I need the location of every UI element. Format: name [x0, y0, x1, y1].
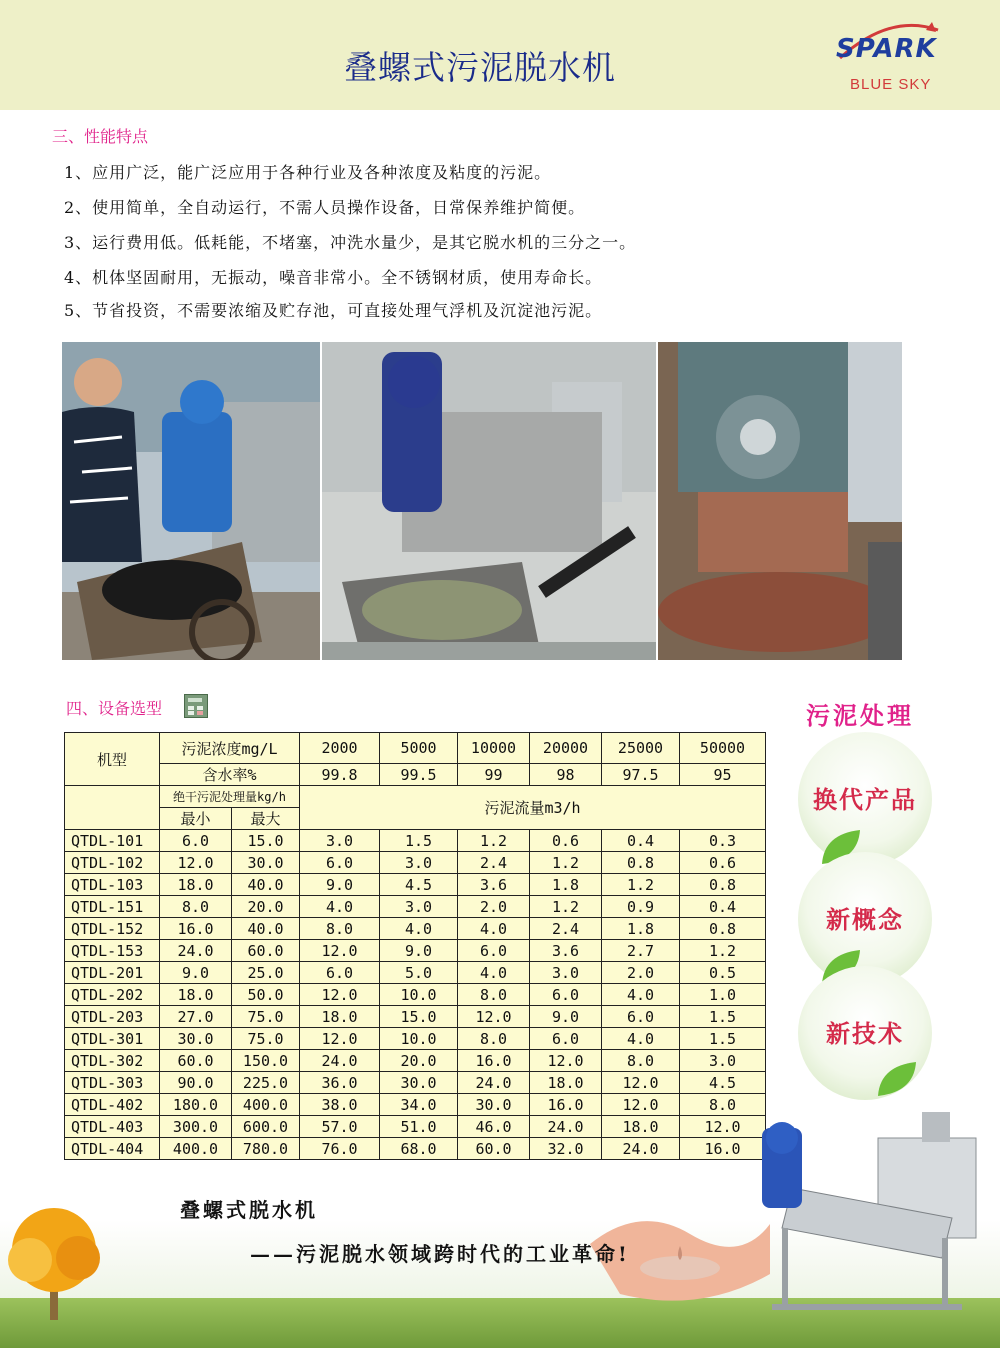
- value-cell: 300.0: [160, 1116, 232, 1138]
- value-cell: 24.0: [530, 1116, 602, 1138]
- model-cell: QTDL-153: [65, 940, 160, 962]
- value-cell: 0.9: [602, 896, 680, 918]
- value-cell: 150.0: [232, 1050, 300, 1072]
- table-header-concentration: 污泥浓度mg/L: [160, 733, 300, 764]
- model-cell: QTDL-403: [65, 1116, 160, 1138]
- leaf-icon: [874, 1060, 920, 1100]
- value-cell: 75.0: [232, 1028, 300, 1050]
- value-cell: 60.0: [160, 1050, 232, 1072]
- table-row: [65, 1072, 766, 1094]
- feature-item: 5、节省投资，不需要浓缩及贮存池，可直接处理气浮机及沉淀池污泥。: [64, 301, 603, 320]
- value-cell: 18.0: [530, 1072, 602, 1094]
- value-cell: 1.2: [530, 852, 602, 874]
- photo-brown-sludge: [658, 342, 902, 660]
- model-cell: QTDL-103: [65, 874, 160, 896]
- value-cell: 30.0: [458, 1094, 530, 1116]
- table-row: [65, 918, 766, 940]
- concentration-value: 25000: [602, 733, 680, 764]
- moisture-value: 99.5: [380, 764, 458, 786]
- value-cell: 32.0: [530, 1138, 602, 1160]
- table-row: [65, 830, 766, 852]
- model-cell: QTDL-152: [65, 918, 160, 940]
- value-cell: 4.0: [380, 918, 458, 940]
- value-cell: 0.3: [680, 830, 766, 852]
- model-cell: QTDL-404: [65, 1138, 160, 1160]
- value-cell: 4.0: [458, 918, 530, 940]
- value-cell: 8.0: [680, 1094, 766, 1116]
- table-header-min: 最小: [160, 808, 232, 830]
- value-cell: 1.5: [380, 830, 458, 852]
- value-cell: 60.0: [458, 1138, 530, 1160]
- value-cell: 18.0: [300, 1006, 380, 1028]
- value-cell: 2.0: [602, 962, 680, 984]
- machine-illustration: [752, 1108, 992, 1318]
- value-cell: 0.5: [680, 962, 766, 984]
- concentration-value: 5000: [380, 733, 458, 764]
- concentration-value: 50000: [680, 733, 766, 764]
- value-cell: 90.0: [160, 1072, 232, 1094]
- value-cell: 0.6: [680, 852, 766, 874]
- value-cell: 6.0: [300, 852, 380, 874]
- value-cell: 1.2: [680, 940, 766, 962]
- model-cell: QTDL-101: [65, 830, 160, 852]
- value-cell: 12.0: [530, 1050, 602, 1072]
- value-cell: 3.0: [530, 962, 602, 984]
- table-row: [65, 1138, 766, 1160]
- value-cell: 10.0: [380, 984, 458, 1006]
- value-cell: 16.0: [458, 1050, 530, 1072]
- value-cell: 15.0: [232, 830, 300, 852]
- model-cell: QTDL-201: [65, 962, 160, 984]
- value-cell: 12.0: [160, 852, 232, 874]
- value-cell: 9.0: [530, 1006, 602, 1028]
- value-cell: 20.0: [232, 896, 300, 918]
- photo-worker-machine: [62, 342, 320, 660]
- table-header-capacity: 绝干污泥处理量kg/h: [160, 786, 300, 808]
- value-cell: 1.2: [602, 874, 680, 896]
- value-cell: 2.4: [530, 918, 602, 940]
- value-cell: 3.0: [380, 896, 458, 918]
- value-cell: 12.0: [300, 940, 380, 962]
- value-cell: 3.0: [680, 1050, 766, 1072]
- table-header-flow: 污泥流量m3/h: [300, 786, 766, 830]
- feature-item: 3、运行费用低。低耗能，不堵塞，冲洗水量少，是其它脱水机的三分之一。: [64, 233, 637, 252]
- selection-heading: 四、设备选型: [66, 699, 163, 718]
- value-cell: 0.8: [680, 918, 766, 940]
- value-cell: 1.0: [680, 984, 766, 1006]
- value-cell: 0.4: [602, 830, 680, 852]
- value-cell: 8.0: [458, 984, 530, 1006]
- concentration-value: 2000: [300, 733, 380, 764]
- value-cell: 8.0: [602, 1050, 680, 1072]
- value-cell: 4.5: [380, 874, 458, 896]
- value-cell: 18.0: [160, 874, 232, 896]
- value-cell: 5.0: [380, 962, 458, 984]
- value-cell: 76.0: [300, 1138, 380, 1160]
- value-cell: 6.0: [160, 830, 232, 852]
- value-cell: 51.0: [380, 1116, 458, 1138]
- value-cell: 6.0: [602, 1006, 680, 1028]
- table-row: [65, 896, 766, 918]
- value-cell: 2.7: [602, 940, 680, 962]
- slogan-title: 叠螺式脱水机: [180, 1198, 318, 1222]
- header-band: [0, 0, 1000, 110]
- value-cell: 12.0: [458, 1006, 530, 1028]
- value-cell: 30.0: [380, 1072, 458, 1094]
- value-cell: 68.0: [380, 1138, 458, 1160]
- brand-logo: [836, 28, 946, 98]
- value-cell: 1.8: [602, 918, 680, 940]
- model-cell: QTDL-102: [65, 852, 160, 874]
- feature-item: 1、应用广泛，能广泛应用于各种行业及各种浓度及粘度的污泥。: [64, 163, 552, 182]
- table-row: [65, 874, 766, 896]
- value-cell: 60.0: [232, 940, 300, 962]
- value-cell: 24.0: [300, 1050, 380, 1072]
- side-title: 污泥处理: [806, 701, 914, 730]
- table-row: [65, 1028, 766, 1050]
- value-cell: 8.0: [160, 896, 232, 918]
- bubble-label: 新概念: [826, 905, 904, 934]
- table-row: [65, 962, 766, 984]
- value-cell: 6.0: [458, 940, 530, 962]
- value-cell: 30.0: [232, 852, 300, 874]
- value-cell: 24.0: [160, 940, 232, 962]
- model-cell: QTDL-303: [65, 1072, 160, 1094]
- value-cell: 24.0: [602, 1138, 680, 1160]
- model-cell: QTDL-202: [65, 984, 160, 1006]
- value-cell: 1.5: [680, 1006, 766, 1028]
- value-cell: 38.0: [300, 1094, 380, 1116]
- value-cell: 1.8: [530, 874, 602, 896]
- value-cell: 6.0: [530, 984, 602, 1006]
- value-cell: 4.0: [458, 962, 530, 984]
- tree-illustration: [0, 1200, 110, 1320]
- feature-item: 4、机体坚固耐用，无振动，噪音非常小。全不锈钢材质，使用寿命长。: [64, 268, 603, 287]
- moisture-value: 99: [458, 764, 530, 786]
- value-cell: 12.0: [300, 984, 380, 1006]
- value-cell: 0.6: [530, 830, 602, 852]
- model-cell: QTDL-402: [65, 1094, 160, 1116]
- value-cell: 18.0: [602, 1116, 680, 1138]
- value-cell: 24.0: [458, 1072, 530, 1094]
- model-cell: QTDL-302: [65, 1050, 160, 1072]
- value-cell: 25.0: [232, 962, 300, 984]
- value-cell: 40.0: [232, 918, 300, 940]
- concentration-value: 20000: [530, 733, 602, 764]
- value-cell: 2.4: [458, 852, 530, 874]
- value-cell: 18.0: [160, 984, 232, 1006]
- value-cell: 8.0: [300, 918, 380, 940]
- value-cell: 0.8: [602, 852, 680, 874]
- value-cell: 12.0: [680, 1116, 766, 1138]
- table-row: [65, 852, 766, 874]
- value-cell: 400.0: [232, 1094, 300, 1116]
- value-cell: 10.0: [380, 1028, 458, 1050]
- value-cell: 4.0: [300, 896, 380, 918]
- table-header-moisture: 含水率%: [160, 764, 300, 786]
- model-cell: QTDL-151: [65, 896, 160, 918]
- value-cell: 40.0: [232, 874, 300, 896]
- value-cell: 3.6: [530, 940, 602, 962]
- bubble-label: 换代产品: [813, 785, 917, 814]
- logo-wordmark: SPARK: [836, 34, 937, 64]
- value-cell: 9.0: [160, 962, 232, 984]
- value-cell: 1.2: [458, 830, 530, 852]
- value-cell: 0.8: [680, 874, 766, 896]
- value-cell: 20.0: [380, 1050, 458, 1072]
- value-cell: 34.0: [380, 1094, 458, 1116]
- calculator-icon: [184, 694, 208, 718]
- table-row: [65, 984, 766, 1006]
- value-cell: 780.0: [232, 1138, 300, 1160]
- logo-tagline: BLUE SKY: [850, 76, 932, 93]
- value-cell: 4.0: [602, 1028, 680, 1050]
- value-cell: 1.2: [530, 896, 602, 918]
- value-cell: 1.5: [680, 1028, 766, 1050]
- table-header-model: 机型: [65, 733, 160, 786]
- table-row: [65, 1094, 766, 1116]
- value-cell: 50.0: [232, 984, 300, 1006]
- value-cell: 400.0: [160, 1138, 232, 1160]
- value-cell: 12.0: [602, 1094, 680, 1116]
- value-cell: 30.0: [160, 1028, 232, 1050]
- value-cell: 16.0: [530, 1094, 602, 1116]
- bubble-new-technology: [798, 966, 932, 1100]
- value-cell: 36.0: [300, 1072, 380, 1094]
- value-cell: 16.0: [160, 918, 232, 940]
- value-cell: 57.0: [300, 1116, 380, 1138]
- value-cell: 180.0: [160, 1094, 232, 1116]
- table-header-model-blank: [65, 786, 160, 830]
- bubble-new-generation: [798, 732, 932, 866]
- value-cell: 12.0: [602, 1072, 680, 1094]
- value-cell: 3.0: [380, 852, 458, 874]
- value-cell: 46.0: [458, 1116, 530, 1138]
- table-body: [65, 830, 766, 1160]
- page-title: 叠螺式污泥脱水机: [344, 48, 616, 87]
- table-header-max: 最大: [232, 808, 300, 830]
- value-cell: 16.0: [680, 1138, 766, 1160]
- value-cell: 15.0: [380, 1006, 458, 1028]
- table-row: [65, 1050, 766, 1072]
- value-cell: 8.0: [458, 1028, 530, 1050]
- moisture-value: 95: [680, 764, 766, 786]
- value-cell: 0.4: [680, 896, 766, 918]
- features-heading: 三、性能特点: [52, 127, 149, 146]
- moisture-value: 98: [530, 764, 602, 786]
- value-cell: 27.0: [160, 1006, 232, 1028]
- photo-green-sludge: [322, 342, 656, 660]
- value-cell: 6.0: [530, 1028, 602, 1050]
- value-cell: 4.0: [602, 984, 680, 1006]
- value-cell: 4.5: [680, 1072, 766, 1094]
- concentration-value: 10000: [458, 733, 530, 764]
- moisture-value: 99.8: [300, 764, 380, 786]
- moisture-value: 97.5: [602, 764, 680, 786]
- table-row: [65, 1006, 766, 1028]
- value-cell: 12.0: [300, 1028, 380, 1050]
- table-row: [65, 940, 766, 962]
- model-cell: QTDL-301: [65, 1028, 160, 1050]
- slogan-subtitle: ——污泥脱水领域跨时代的工业革命!: [250, 1242, 630, 1266]
- bubble-label: 新技术: [826, 1019, 904, 1048]
- value-cell: 9.0: [300, 874, 380, 896]
- model-selection-table: [64, 732, 766, 1160]
- value-cell: 9.0: [380, 940, 458, 962]
- value-cell: 75.0: [232, 1006, 300, 1028]
- value-cell: 2.0: [458, 896, 530, 918]
- model-cell: QTDL-203: [65, 1006, 160, 1028]
- value-cell: 6.0: [300, 962, 380, 984]
- table-row: [65, 1116, 766, 1138]
- value-cell: 3.6: [458, 874, 530, 896]
- value-cell: 225.0: [232, 1072, 300, 1094]
- value-cell: 3.0: [300, 830, 380, 852]
- value-cell: 600.0: [232, 1116, 300, 1138]
- feature-item: 2、使用简单，全自动运行，不需人员操作设备，日常保养维护简便。: [64, 198, 586, 217]
